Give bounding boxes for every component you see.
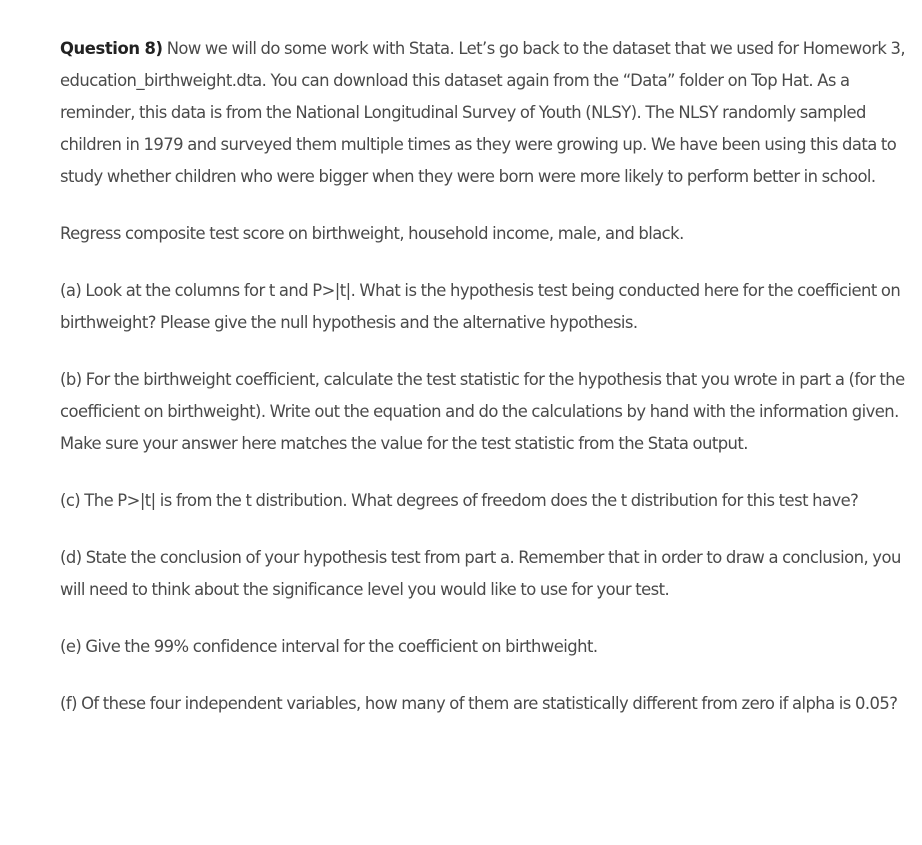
question-document	[60, 33, 908, 720]
part-d: (d) State the conclusion of your hypothesis test from part a. Remember that in order to draw a conclusion, you will need to think about the significance level you would like to use for your test.	[60, 548, 901, 599]
part-c: (c) The P>|t| is from the t distribution. What degrees of freedom does the t distribution for this test have?	[60, 491, 859, 510]
part-b: (b) For the birthweight coefficient, calculate the test statistic for the hypothesis that you wrote in part a (for the coefficient on birthweight). Write out the equation and do the calculations by hand with the information given. Make sure your answer here matches the value for the test statistic from the Stata output.	[60, 370, 905, 453]
question-intro-paragraph	[60, 33, 908, 193]
question-intro-text: Now we will do some work with Stata. Let’s go back to the dataset that we used for Homework 3, education_birthweight.dta. You can download this dataset again from the “Data” folder on Top Hat. As a reminder, this data is from the National Longitudinal Survey of Youth (NLSY). The NLSY randomly sampled children in 1979 and surveyed them multiple times as they were growing up. We have been using this data to study whether children who were bigger when they were born were more likely to perform better in school.	[60, 39, 906, 186]
part-a: (a) Look at the columns for t and P>|t|. What is the hypothesis test being conducted here for the coefficient on birthweight? Please give the null hypothesis and the alternative hypothesis.	[60, 281, 901, 332]
part-e: (e) Give the 99% confidence interval for the coefficient on birthweight.	[60, 637, 598, 656]
question-label: Question 8)	[60, 39, 163, 58]
task-instruction: Regress composite test score on birthweight, household income, male, and black.	[60, 224, 684, 243]
part-f: (f) Of these four independent variables, how many of them are statistically different from zero if alpha is 0.05?	[60, 694, 898, 713]
